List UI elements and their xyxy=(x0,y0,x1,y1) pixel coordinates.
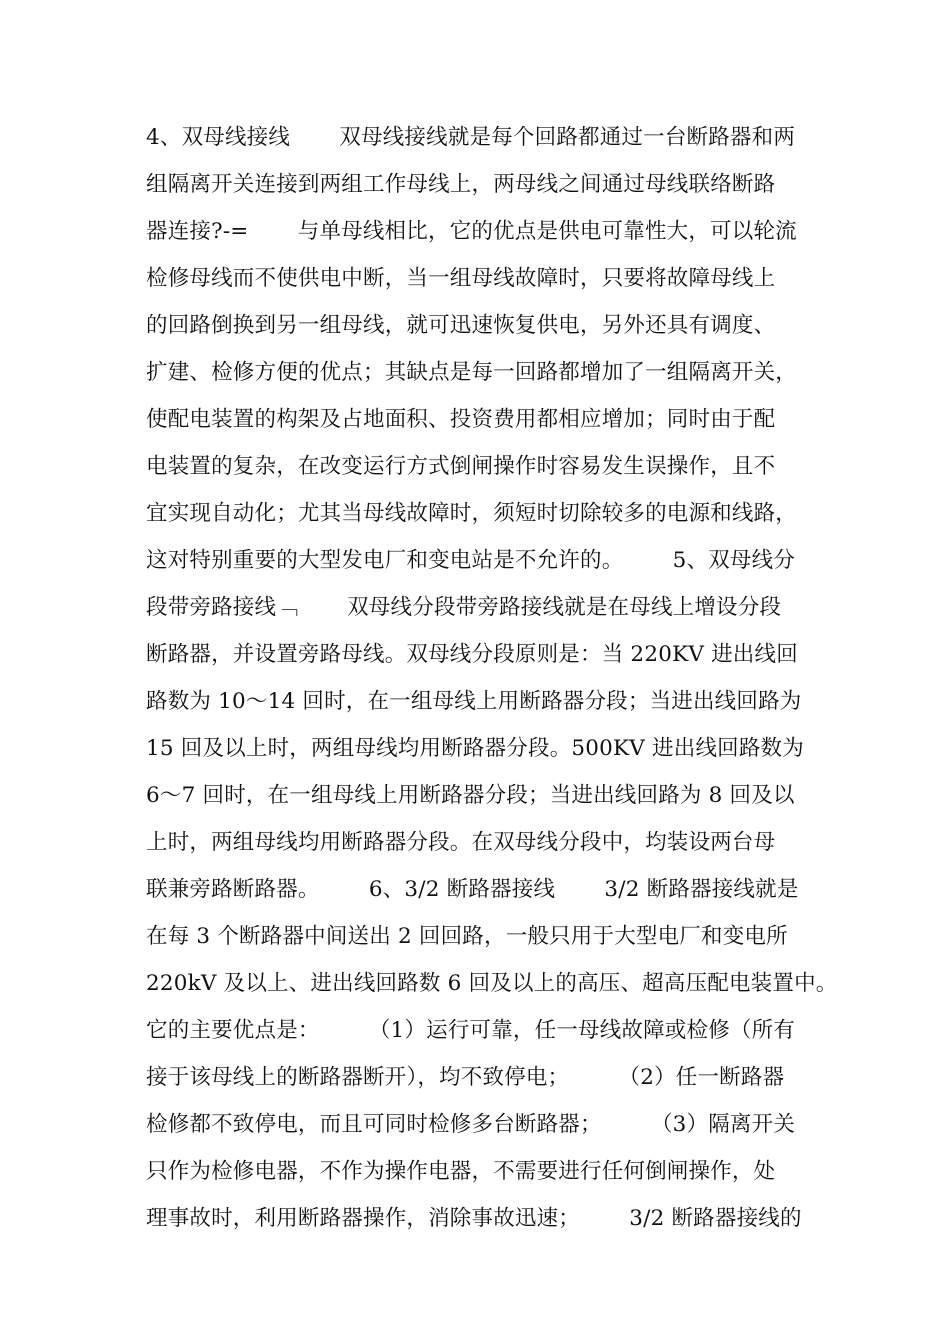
text-line-18: 在每 3 个断路器中间送出 2 回回路，一般只用于大型电厂和变电所 xyxy=(146,924,788,949)
body-text xyxy=(146,114,836,1242)
text-line-10: 这对特别重要的大型发电厂和变电站是不允许的。 5、双母线分 xyxy=(146,548,796,573)
text-line-23: 只作为检修电器，不作为操作电器，不需要进行任何倒闸操作，处 xyxy=(146,1159,776,1184)
text-line-4: 检修母线而不使供电中断，当一组母线故障时，只要将故障母线上 xyxy=(146,266,776,291)
text-line-21: 接于该母线上的断路器断开），均不致停电； （2）任一断路器 xyxy=(146,1065,785,1090)
text-line-5: 的回路倒换到另一组母线，就可迅速恢复供电，另外还具有调度、 xyxy=(146,313,776,338)
text-line-7: 使配电装置的构架及占地面积、投资费用都相应增加；同时由于配 xyxy=(146,407,776,432)
text-line-2: 组隔离开关连接到两组工作母线上，两母线之间通过母线联络断路 xyxy=(146,172,776,197)
text-line-1: 4、双母线接线 双母线接线就是每个回路都通过一台断路器和两 xyxy=(146,125,796,150)
text-line-17: 联兼旁路断路器。 6、3/2 断路器接线 3/2 断路器接线就是 xyxy=(146,877,799,902)
text-line-6: 扩建、检修方便的优点；其缺点是每一回路都增加了一组隔离开关， xyxy=(146,360,798,385)
text-line-12: 断路器，并设置旁路母线。双母线分段原则是：当 220KV 进出线回 xyxy=(146,642,798,667)
text-line-13: 路数为 10～14 回时，在一组母线上用断路器分段；当进出线回路为 xyxy=(146,689,802,714)
text-line-15: 6～7 回时，在一组母线上用断路器分段；当进出线回路为 8 回及以 xyxy=(146,783,795,808)
text-line-20: 它的主要优点是： （1）运行可靠，任一母线故障或检修（所有 xyxy=(146,1018,796,1043)
text-line-9: 宜实现自动化；尤其当母线故障时，须短时切除较多的电源和线路， xyxy=(146,501,798,526)
text-line-24: 理事故时，利用断路器操作，消除事故迅速； 3/2 断路器接线的 xyxy=(146,1206,802,1231)
text-line-8: 电装置的复杂，在改变运行方式倒闸操作时容易发生误操作，且不 xyxy=(146,454,776,479)
text-line-19: 220kV 及以上、进出线回路数 6 回及以上的高压、超高压配电装置中。 xyxy=(146,971,838,996)
text-line-16: 上时，两组母线均用断路器分段。在双母线分段中，均装设两台母 xyxy=(146,830,776,855)
text-line-14: 15 回及以上时，两组母线均用断路器分段。500KV 进出线回路数为 xyxy=(146,736,804,761)
text-line-3: 器连接?-= 与单母线相比，它的优点是供电可靠性大，可以轮流 xyxy=(146,219,797,244)
text-line-22: 检修都不致停电，而且可同时检修多台断路器； （3）隔离开关 xyxy=(146,1112,796,1137)
text-line-11: 段带旁路接线﹁ 双母线分段带旁路接线就是在母线上增设分段 xyxy=(146,595,782,620)
